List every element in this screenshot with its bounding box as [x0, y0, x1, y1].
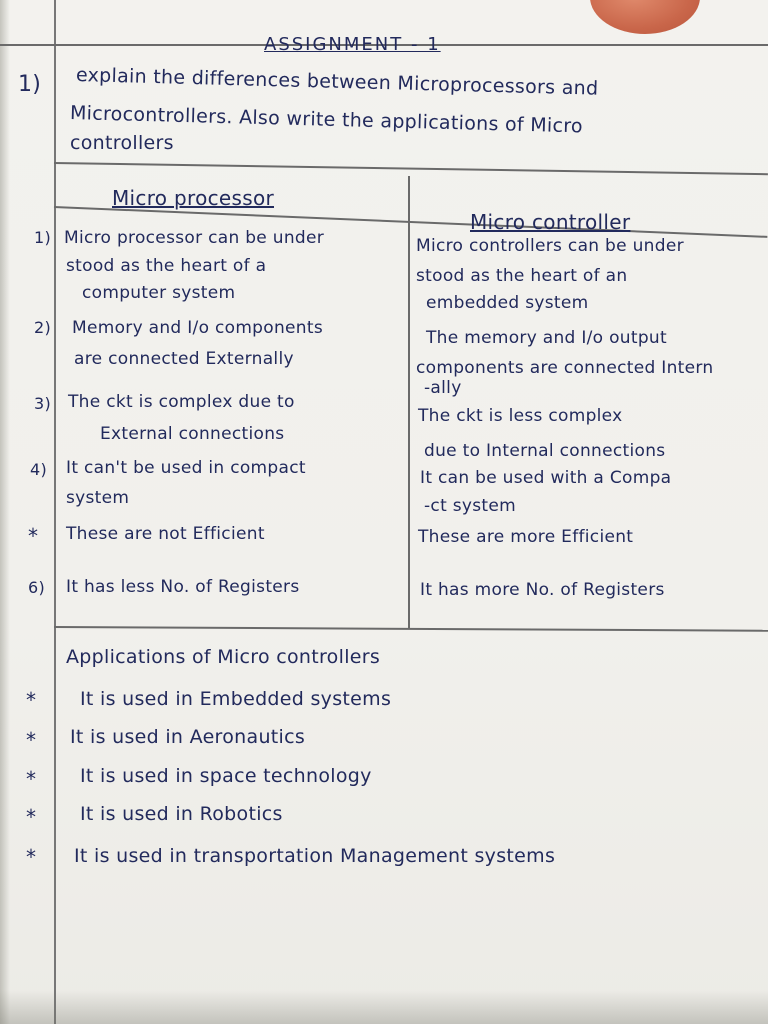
- row-marker: 6): [28, 578, 46, 597]
- ruled-line: [54, 162, 768, 175]
- application-item: It is used in Embedded systems: [80, 688, 392, 710]
- row-5-left-line-1: These are not Efficient: [66, 524, 265, 544]
- margin-line: [54, 0, 56, 1024]
- header-microprocessor: Micro processor: [112, 186, 274, 210]
- row-marker: 1): [34, 228, 52, 247]
- row-5-right-line-1: These are more Efficient: [418, 527, 634, 547]
- page-title: ASSIGNMENT - 1: [264, 34, 441, 55]
- row-1-right-line-2: stood as the heart of an: [416, 266, 628, 286]
- row-6-left-line-1: It has less No. of Registers: [66, 577, 300, 597]
- bullet-star: *: [26, 767, 37, 791]
- row-2-left-line-2: are connected Externally: [74, 349, 294, 369]
- application-item: It is used in Aeronautics: [70, 726, 306, 748]
- row-1-left-line-1: Micro processor can be under: [64, 228, 325, 248]
- row-6-right-line-1: It has more No. of Registers: [420, 580, 665, 600]
- bullet-star: *: [26, 845, 37, 869]
- bullet-star: *: [26, 688, 37, 712]
- row-2-right-line-3: -ally: [424, 378, 462, 398]
- row-marker: 3): [34, 394, 52, 413]
- applications-heading: Applications of Micro controllers: [66, 646, 381, 668]
- row-1-right-line-3: embedded system: [426, 293, 589, 313]
- row-3-left-line-2: External connections: [100, 424, 285, 444]
- row-3-right-line-1: The ckt is less complex: [418, 406, 623, 426]
- row-4-left-line-2: system: [66, 488, 130, 508]
- page-edge-shadow: [0, 0, 10, 1024]
- page-bottom-shadow: [0, 990, 768, 1024]
- question-line-3: controllers: [70, 132, 174, 154]
- question-line-2: Microcontrollers. Also write the applications of Micro: [69, 102, 584, 138]
- header-microcontroller: Micro controller: [470, 210, 631, 234]
- application-item: It is used in Robotics: [80, 803, 283, 825]
- bullet-star: *: [26, 728, 37, 752]
- question-line-1: explain the differences between Microprocessors and: [75, 64, 599, 100]
- bullet-star: *: [26, 805, 37, 829]
- table-bottom-line: [54, 626, 768, 631]
- finger-tip: [590, 0, 700, 34]
- row-1-left-line-2: stood as the heart of a: [66, 256, 267, 276]
- row-4-right-line-1: It can be used with a Compa: [420, 468, 672, 488]
- row-1-left-line-3: computer system: [82, 283, 236, 303]
- row-marker-star: *: [28, 524, 39, 548]
- application-item: It is used in transportation Management systems: [74, 845, 556, 867]
- row-2-left-line-1: Memory and I/o components: [72, 318, 324, 338]
- row-marker: 2): [34, 318, 52, 337]
- row-marker: 4): [30, 460, 48, 479]
- row-3-right-line-2: due to Internal connections: [424, 441, 666, 461]
- application-item: It is used in space technology: [80, 765, 372, 787]
- row-4-right-line-2: -ct system: [424, 496, 517, 516]
- row-1-right-line-1: Micro controllers can be under: [416, 236, 684, 256]
- row-2-right-line-1: The memory and I/o output: [426, 328, 667, 348]
- question-number: 1): [18, 72, 42, 97]
- row-4-left-line-1: It can't be used in compact: [66, 458, 306, 478]
- row-3-left-line-1: The ckt is complex due to: [68, 392, 295, 412]
- table-divider: [408, 176, 410, 628]
- row-2-right-line-2: components are connected Intern: [416, 358, 714, 378]
